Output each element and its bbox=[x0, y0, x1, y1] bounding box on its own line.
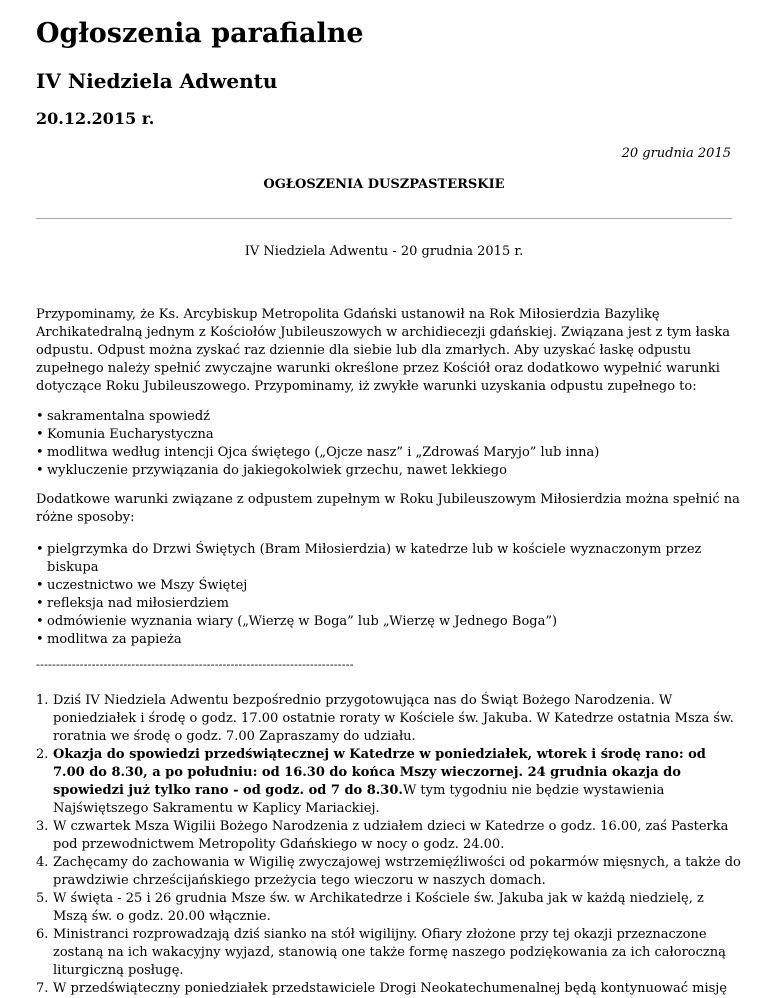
intro-line: odpustu. Odpust można zyskać raz dziennie dla siebie lub dla zmarłych. Aby uzyskać łaskę odpustu bbox=[36, 343, 692, 358]
intro-line: zupełnego należy spełnić zwyczajne warunki określone przez Kościół oraz dodatkowo wypełnić warunki bbox=[36, 361, 720, 376]
intro-line: Przypominamy, że Ks. Arcybiskup Metropolita Gdański ustanowił na Rok Miłosierdzia Bazylikę bbox=[36, 307, 660, 322]
item-number: 1. bbox=[36, 693, 49, 708]
list-item: • modlitwa za papieża bbox=[36, 631, 701, 649]
horizontal-rule bbox=[36, 218, 732, 219]
extra-conditions-list bbox=[36, 541, 701, 649]
item-line: Najświętszego Sakramentu w Kaplicy Mariackiej. bbox=[53, 801, 380, 816]
item-number: 7. bbox=[36, 981, 49, 996]
item-number: 6. bbox=[36, 927, 49, 942]
announcement-item bbox=[36, 890, 736, 926]
item-line: liturgiczną posługę. bbox=[53, 963, 184, 978]
intro-line: dotyczące Roku Jubileuszowego. Przypominamy, iż zwykłe warunki uzyskania odpustu zupełnego to: bbox=[36, 379, 697, 394]
item-line: Zachęcamy do zachowania w Wigilię zwyczajowej wstrzemięźliwości od pokarmów mięsnych, a także do bbox=[53, 855, 741, 870]
item-number: 2. bbox=[36, 747, 49, 762]
item-line: prawdziwie chrześcijańskiego przeżycia tego wieczoru w naszych domach. bbox=[53, 873, 546, 888]
item-number: 3. bbox=[36, 819, 49, 834]
item-line: poniedziałek i środę o godz. 17.00 ostatnie roraty w Kościele św. Jakuba. W Katedrze ostatnia Msza św. bbox=[53, 711, 734, 726]
announcements-list bbox=[36, 692, 741, 998]
list-item: • sakramentalna spowiedź bbox=[36, 408, 599, 426]
item-line bbox=[53, 764, 736, 782]
dashed-separator: -------------------------------------------------------------------------------- bbox=[36, 658, 354, 671]
publication-date: 20 grudnia 2015 bbox=[621, 146, 731, 161]
list-item: • odmówienie wyznania wiary („Wierzę w Boga” lub „Wierzę w Jednego Boga”) bbox=[36, 613, 701, 631]
list-item: • modlitwa według intencji Ojca świętego („Ojcze nasz” i „Zdrowaś Maryjo” lub inna) bbox=[36, 444, 599, 462]
list-item: • wykluczenie przywiązania do jakiegokolwiek grzechu, nawet lekkiego bbox=[36, 462, 599, 480]
intro-line: Archikatedralną jednym z Kościołów Jubileuszowych w archidiecezji gdańskiej. Związana jest z tym łaska bbox=[36, 325, 730, 340]
extra-conditions-paragraph bbox=[36, 491, 740, 527]
paragraph-line: Dodatkowe warunki związane z odpustem zupełnym w Roku Jubileuszowym Miłosierdzia można spełnić na bbox=[36, 492, 740, 507]
item-line: W przedświąteczny poniedziałek przedstawiciele Drogi Neokatechumenalnej będą kontynuować misję bbox=[53, 981, 727, 996]
item-line: Dziś IV Niedziela Adwentu bezpośrednio przygotowująca nas do Świąt Bożego Narodzenia. W bbox=[53, 693, 673, 708]
list-item-line: biskupa bbox=[47, 560, 99, 575]
announcement-item bbox=[36, 926, 736, 980]
conditions-list bbox=[36, 408, 599, 480]
announcement-item bbox=[36, 818, 736, 854]
page-subtitle: IV Niedziela Adwentu bbox=[36, 69, 278, 93]
item-line: Mszą św. o godz. 20.00 włącznie. bbox=[53, 909, 271, 924]
item-number: 5. bbox=[36, 891, 49, 906]
announcement-item bbox=[36, 854, 741, 890]
item-line: W święta - 25 i 26 grudnia Msze św. w Archikatedrze i Kościele św. Jakuba jak w każdą niedzielę, z bbox=[53, 891, 704, 906]
list-item: • refleksja nad miłosierdziem bbox=[36, 595, 701, 613]
item-line: W czwartek Msza Wigilii Bożego Narodzenia z udziałem dzieci w Katedrze o godz. 16.00, zaś Pasterka bbox=[53, 819, 729, 834]
bold-text: 7.00 do 8.30, a po południu: od 16.30 do końca Mszy wieczornej. 24 grudnia okazja do bbox=[53, 765, 681, 780]
intro-paragraph bbox=[36, 306, 736, 396]
paragraph-line: różne sposoby: bbox=[36, 510, 135, 525]
page-title: Ogłoszenia parafialne bbox=[36, 18, 364, 49]
item-line bbox=[53, 746, 736, 764]
list-item-line: • pielgrzymka do Drzwi Świętych (Bram Miłosierdzia) w katedrze lub w kościele wyznaczonym przez bbox=[47, 542, 702, 557]
item-text: W tym tygodniu nie będzie wystawienia bbox=[402, 783, 665, 798]
announcement-item bbox=[36, 746, 736, 818]
dateline: 20.12.2015 r. bbox=[36, 109, 155, 128]
section-title: OGŁOSZENIA DUSZPASTERSKIE bbox=[263, 177, 505, 192]
item-line: roratnia we środę o godz. 7.00 Zapraszamy do udziału. bbox=[53, 729, 416, 744]
bold-text: spowiedzi już tylko rano - od godz. od 7 do 8.30. bbox=[53, 783, 403, 798]
item-line bbox=[53, 782, 736, 800]
list-item: • Komunia Eucharystyczna bbox=[36, 426, 599, 444]
item-line: zostaną na ich wakacyjny wyjazd, stanowią one także formę naszego podziękowania za ich całoroczną bbox=[53, 945, 726, 960]
item-line: pod przewodnictwem Metropolity Gdańskiego w nocy o godz. 24.00. bbox=[53, 837, 505, 852]
section-subheading: IV Niedziela Adwentu - 20 grudnia 2015 r. bbox=[244, 244, 524, 259]
announcement-item bbox=[36, 692, 736, 746]
bold-text: Okazja do spowiedzi przedświątecznej w Katedrze w poniedziałek, wtorek i środę rano: od bbox=[53, 747, 706, 762]
list-item: • uczestnictwo we Mszy Świętej bbox=[36, 577, 701, 595]
list-item bbox=[36, 541, 701, 577]
item-line: Ministranci rozprowadzają dziś sianko na stół wigilijny. Ofiary złożone przy tej okazji przeznaczone bbox=[53, 927, 707, 942]
item-number: 4. bbox=[36, 855, 49, 870]
announcement-item bbox=[36, 980, 736, 998]
